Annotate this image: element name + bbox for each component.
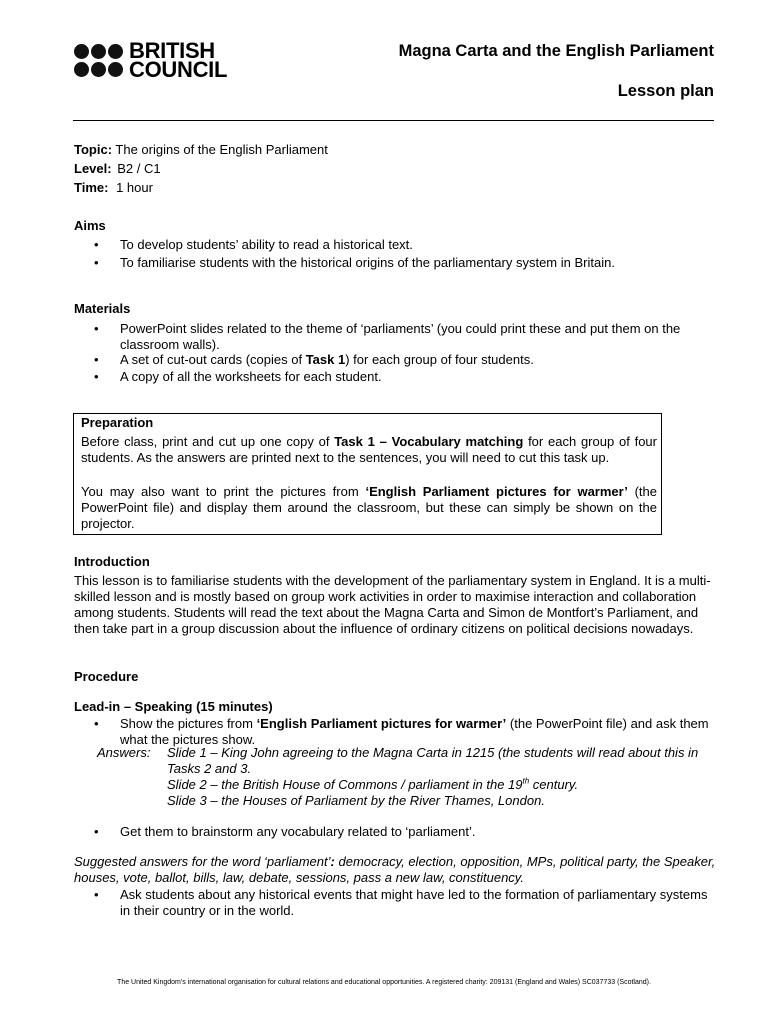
bullet-icon: • [94, 887, 99, 902]
level-label: Level: [74, 161, 112, 176]
document-subtitle: Lesson plan [617, 82, 714, 100]
bullet-icon: • [94, 824, 99, 839]
procedure-heading: Procedure [74, 669, 139, 684]
bullet-icon: • [94, 352, 99, 367]
materials-item: A copy of all the worksheets for each student. [120, 369, 382, 384]
footer-text: The United Kingdom’s international organisation for cultural relations and educational opportunities. A registered charity: 209131 (England and Wales) SC037733 (Scotland). [117, 979, 651, 986]
logo-line-1: BRITISH [129, 38, 215, 63]
level-line [74, 161, 161, 177]
logo-line-2: COUNCIL [129, 57, 228, 82]
topic-label: Topic: [74, 142, 113, 157]
bullet-icon: • [94, 716, 99, 731]
answers-label: Answers: [97, 745, 151, 760]
time-label: Time: [74, 180, 109, 195]
british-council-logo [74, 38, 228, 82]
materials-heading: Materials [74, 301, 131, 316]
document-title: Magna Carta and the English Parliament [398, 42, 714, 60]
suggested-answers: Suggested answers for the word ‘parliament’: democracy, election, opposition, MPs, political party, the Speaker, houses, vote, ballot, bills, law, debate, sessions, pass a new law, constituency. [74, 854, 716, 885]
answer-slide-1: Slide 1 – King John agreeing to the Magna Carta in 1215 (the students will read about this in Tasks 2 and 3. [167, 745, 699, 776]
aims-item: To develop students’ ability to read a historical text. [120, 237, 413, 252]
procedure-item: Get them to brainstorm any vocabulary related to ‘parliament’. [120, 824, 476, 839]
introduction-text: This lesson is to familiarise students with the development of the parliamentary system in England. It is a multi-skilled lesson and is mostly based on group work activities in order to maximise interaction and collaboration among students. Students will read the text about the Magna Carta and Simon de Montfort’s Parliament, and then take part in a group discussion about the influence of ordinary citizens on political decisions nowadays. [74, 573, 711, 636]
aims-item: To familiarise students with the historical origins of the parliamentary system in Britain. [120, 255, 615, 270]
preparation-paragraph: Before class, print and cut up one copy of Task 1 – Vocabulary matching for each group of four students. As the answers are printed next to the sentences, you will need to cut this task up. [81, 434, 657, 465]
topic-value: The origins of the English Parliament [115, 142, 328, 157]
procedure-item: Show the pictures from ‘English Parliament pictures for warmer’ (the PowerPoint file) and ask them what the pictures show. [120, 716, 709, 747]
answer-slide-3: Slide 3 – the Houses of Parliament by the River Thames, London. [167, 793, 545, 808]
answer-slide-2: Slide 2 – the British House of Commons / parliament in the 19th century. [167, 776, 579, 792]
bullet-icon: • [94, 369, 99, 384]
aims-heading: Aims [74, 218, 106, 233]
time-value: 1 hour [116, 180, 153, 195]
procedure-item: Ask students about any historical events that might have led to the formation of parliamentary systems in their country or in the world. [120, 887, 708, 918]
leadin-heading: Lead-in – Speaking (15 minutes) [74, 699, 273, 714]
header-divider [73, 120, 714, 121]
topic-line [74, 142, 328, 158]
time-line [74, 180, 153, 196]
introduction-heading: Introduction [74, 554, 150, 569]
level-value: B2 / C1 [117, 161, 161, 176]
preparation-paragraph: You may also want to print the pictures from ‘English Parliament pictures for warmer’ (the PowerPoint file) and display them around the classroom, but these can simply be shown on the projector. [81, 484, 657, 531]
preparation-heading: Preparation [81, 415, 154, 430]
logo-dots-icon [74, 44, 123, 77]
materials-item: PowerPoint slides related to the theme of ‘parliaments’ (you could print these and put them on the classroom walls). [120, 321, 681, 352]
bullet-icon: • [94, 321, 99, 336]
materials-item: A set of cut-out cards (copies of Task 1) for each group of four students. [120, 352, 534, 367]
bullet-icon: • [94, 255, 99, 270]
bullet-icon: • [94, 237, 99, 252]
